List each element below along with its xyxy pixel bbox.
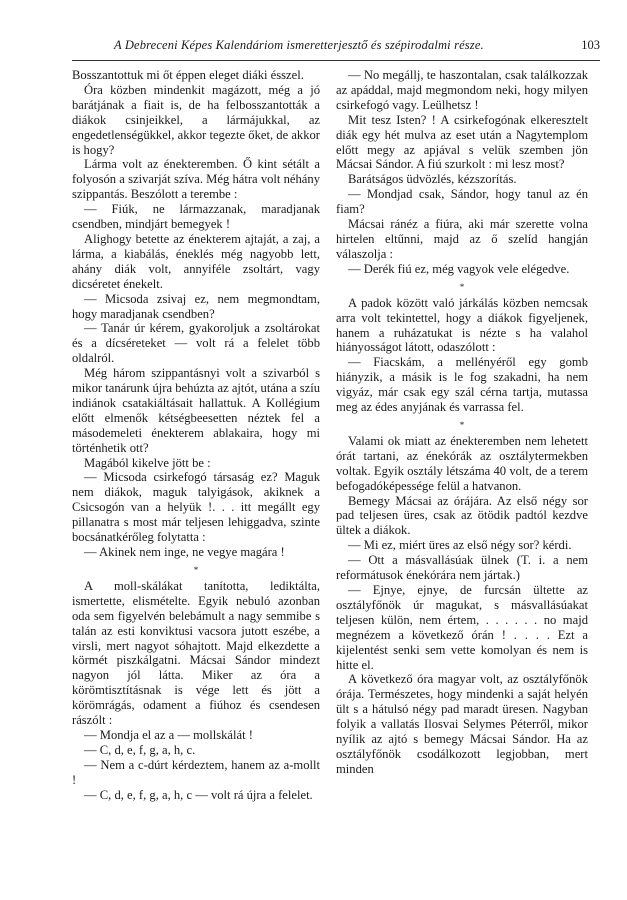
paragraph: A moll-skálákat tanította, lediktálta, ismertette, elismételte. Egyik nebuló azonban oda sem figyelvén belebámult a nagy semmibe s talán az esti konviktusi vacsora jutott eszébe, a virsli, mert nagyot sóhajtott. Majd elkezdette a körmét piszkálgatni. Mácsai Sándor mindezt nagyon jól látta. Miker az óra a körömtisztításnak is vége lett és jött a körömrágás, odament a fiúhoz és csendesen rászólt : [72,578,320,728]
paragraph: Magából kikelve jött be : [84,455,211,470]
paragraph: Óra közben mindenkit magázott, még a jó barátjának a fiait is, de ha felbosszantották a diákok csinjeikkel, a lármájukkal, az engedetlenségükkel, akkor tegezte őket, de akkor is hogy? [72,82,320,157]
paragraph: — Fiúk, ne lármazzanak, maradjanak csendben, mindjárt bemegyek ! [72,202,320,232]
paragraph: — Micsoda zsivaj ez, nem megmondtam, hogy maradjanak csendben? [72,291,320,321]
paragraph: Valami ok miatt az énekteremben nem lehetett órát tartani, az énekórák az osztálytermekben voltak. Egyik osztály létszáma 40 volt, de a terem befogadóképessége felül a hatvanon. [336,433,588,493]
paragraph: — Akinek nem inge, ne vegye magára ! [84,545,285,559]
paragraph: — No megállj, te haszontalan, csak találkozzak az apáddal, majd megmondom neki, hogy milyen csirkefogó vagy. Leülhetsz ! [336,68,588,112]
paragraph: Barátságos üdvözlés, kézszorítás. [348,172,517,187]
paragraph: Mácsai ránéz a fiúra, aki már szerette volna hirtelen eltűnni, majd az ő szelíd hangján válaszolja : [336,217,588,261]
running-title: A Debreceni Képes Kalendáriom ismeretterjesztő és szépirodalmi része. [114,38,484,52]
paragraph: — Ott a másvallásúak ülnek (T. i. a nem reformátusok énekórára nem jártak.) [336,553,588,583]
paragraph: — Micsoda csirkefogó társaság ez? Maguk nem diákok, maguk talyigások, akiknek a Csicsogón van a helyük !. . . itt megállt egy pillanatra s most már teljesen lehiggadva, szinte bocsánatkérőleg folytatta : [72,470,320,545]
paragraph: — Derék fiú ez, még vagyok vele elégedve. [348,261,570,276]
paragraph: Mit tesz Isten? ! A csirkefogónak elkeresztelt diák egy hét mulva az eset után a Nagytemplom előtt megy az apjával s velük szemben jön Mácsai Sándor. A fiú szurkolt : mi lesz most? [336,112,588,172]
section-separator: * [193,564,199,575]
header-divider [72,60,600,61]
paragraph: — C, d, e, f, g, a, h, c. [84,742,196,757]
page-header [72,38,600,62]
paragraph: — Mondja el az a — mollskálát ! [84,727,253,742]
paragraph: — Tanár úr kérem, gyakoroljuk a zsoltárokat és a dícséreteket — volt rá a felelet több oldalról. [72,321,320,366]
section-separator: * [459,281,465,292]
paragraph: — Nem a c-dúrt kérdeztem, hanem az a-mollt ! [72,757,320,787]
paragraph: — C, d, e, f, g, a, h, c — volt rá újra a felelet. [84,787,313,802]
page-number: 103 [581,38,600,52]
paragraph: A padok között való járkálás közben nemcsak arra volt tekintettel, hogy a diákok figyeljenek, hanem a ruházatukat is nézte s ha valahol hiányosságot látott, odaszólott : [336,295,588,355]
paragraph: — Mi ez, miért üres az első négy sor? kérdi. [348,538,572,553]
paragraph: — Mondjad csak, Sándor, hogy tanul az én fiam? [336,187,588,217]
paragraph: — Fiacskám, a mellényéről egy gomb hiányzik, a másik is le fog szakadni, ha nem vigyáz, már csak egy szál cérna tartja, mutassa meg az édes anyjának és varrassa fel. [336,355,588,415]
paragraph: — Ejnye, ejnye, de furcsán ültette az osztályfőnök úr magukat, s másvallásúakat teljesen külön, nem értem, . . . . . . no majd megnézem a következő órán ! . . . . Ezt a kijelentést senki sem vette komolyan és nem is hitte el. [336,583,588,672]
paragraph: Alighogy betette az énekterem ajtaját, a zaj, a lárma, a kiabálás, éneklés még nagyobb lett, ahány diák volt, annyiféle zsoltárt, vagy dicséretet énekelt. [72,231,320,291]
paragraph: A következő óra magyar volt, az osztályfőnök órája. Természetes, hogy mindenki a saját helyén ült s a hátulsó négy pad maradt üresen. Nagyban folyik a vallatás Ilosvai Selymes Péterről, mikor nyílik az ajtó s bemegy Mácsai Sándor. Ha az osztályfőnök csodálkozott legjobban, mert minden [336,672,588,776]
paragraph: Bemegy Mácsai az órájára. Az első négy sor pad teljesen üres, csak az ötödik padtól kezdve ültek a diákok. [336,493,588,538]
right-column [336,68,588,777]
paragraph: Lárma volt az énekteremben. Ő kint sétált a folyosón a szivarját szíva. Még hátra volt néhány szippantás. Beszólott a terembe : [72,157,320,202]
paragraph: Még három szippantásnyi volt a szivarból s mikor tanárunk újra behúzta az ajtót, utána a szíu indiánok csatakiáltásait hallattuk. A Kollégium előtt elmenők kétségbeesetten néztek fel a másodemeleti énekterem ablakaira, hogy mi történhetik ott? [72,366,320,455]
paragraph: Bosszantottuk mi őt éppen eleget diáki ésszel. [72,68,304,82]
section-separator: * [459,419,465,430]
left-column [72,68,320,803]
